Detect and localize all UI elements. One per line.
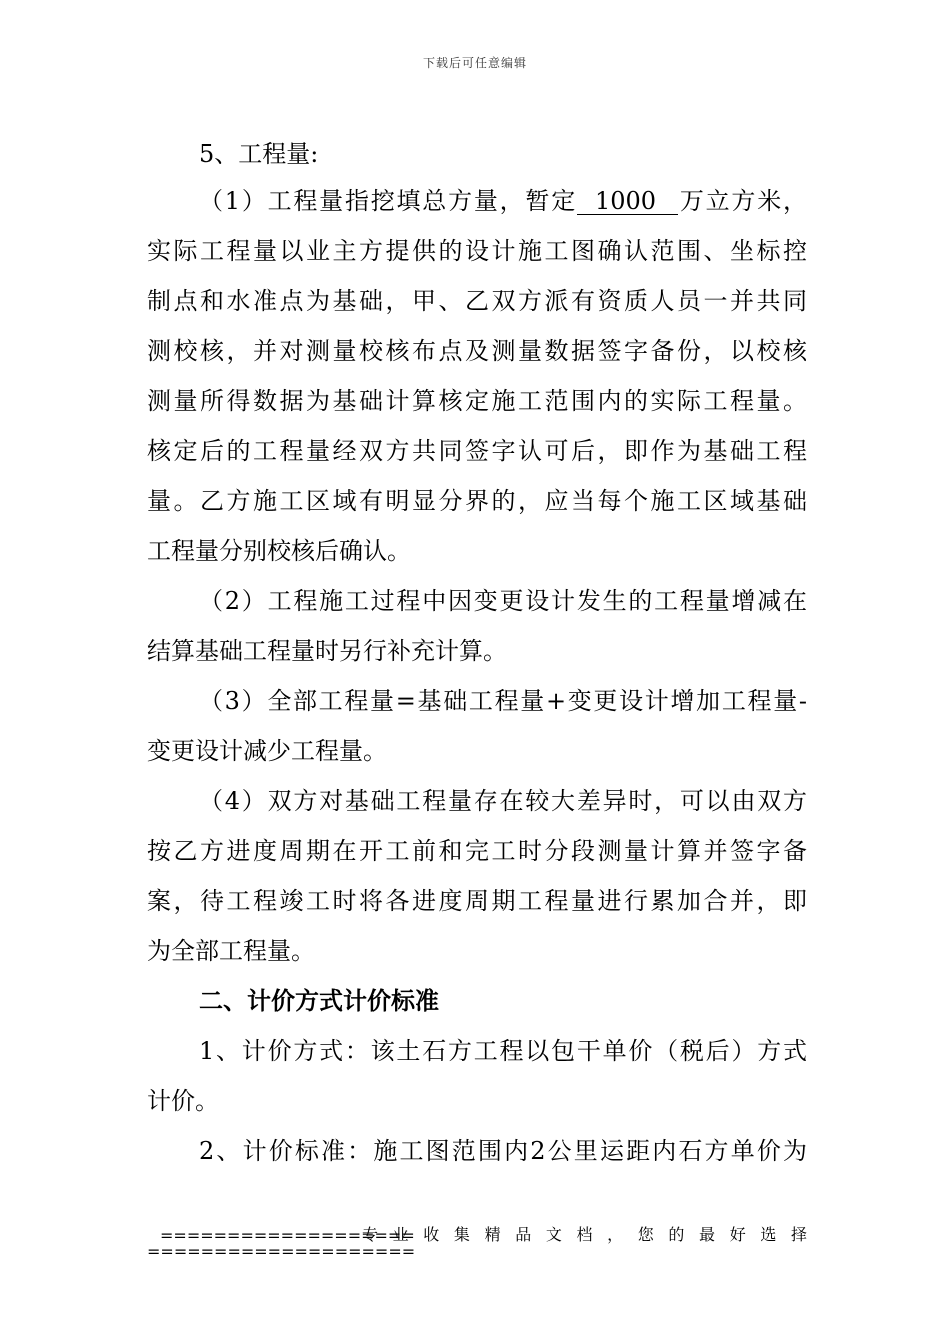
footer-separator: =================== (160, 1226, 415, 1245)
paragraph-line: 测校核，并对测量校核布点及测量数据签字备份，以校核 (147, 337, 807, 365)
item-text: 万立方米， (678, 187, 807, 215)
paragraph-line (199, 186, 807, 216)
estimated-volume-value: 1000 (577, 188, 678, 215)
paragraph-line: 计价。 (147, 1087, 219, 1115)
paragraph-line: 测量所得数据为基础计算核定施工范围内的实际工程量。 (147, 387, 807, 415)
paragraph-line: 变更设计减少工程量。 (147, 737, 387, 765)
paragraph-line: 量。乙方施工区域有明显分界的，应当每个施工区域基础 (147, 487, 807, 515)
paragraph-line: 核定后的工程量经双方共同签字认可后，即作为基础工程 (147, 437, 807, 465)
paragraph-line: 工程量分别校核后确认。 (147, 537, 411, 565)
paragraph-line: 2、计价标准：施工图范围内2公里运距内石方单价为 (199, 1137, 807, 1165)
paragraph-line: 制点和水准点为基础，甲、乙双方派有资质人员一并共同 (147, 287, 807, 315)
paragraph-line: （4）双方对基础工程量存在较大差异时，可以由双方 (199, 787, 807, 815)
footer-separator: ==================== (147, 1242, 416, 1261)
page-header: 下载后可任意编辑 (422, 56, 527, 70)
item-text: （1）工程量指挖填总方量，暂定 (199, 187, 577, 215)
paragraph-line: 按乙方进度周期在开工前和完工时分段测量计算并签字备 (147, 837, 807, 865)
paragraph-line: 1、计价方式：该土石方工程以包干单价（税后）方式 (199, 1037, 807, 1065)
paragraph-line: （2）工程施工过程中因变更设计发生的工程量增减在 (199, 587, 807, 615)
section-heading: 二、计价方式计价标准 (199, 986, 439, 1015)
paragraph-line: 为全部工程量。 (147, 937, 315, 965)
paragraph-line: 结算基础工程量时另行补充计算。 (147, 637, 507, 665)
paragraph-line: 实际工程量以业主方提供的设计施工图确认范围、坐标控 (147, 237, 807, 265)
footer-text: 专业收集精品文档，您的最好选择 (362, 1225, 807, 1244)
paragraph-line: （3）全部工程量=基础工程量+变更设计增加工程量- (199, 687, 807, 715)
paragraph-line: 案，待工程竣工时将各进度周期工程量进行累加合并，即 (147, 887, 807, 915)
section-heading: 5、工程量: (199, 140, 319, 168)
